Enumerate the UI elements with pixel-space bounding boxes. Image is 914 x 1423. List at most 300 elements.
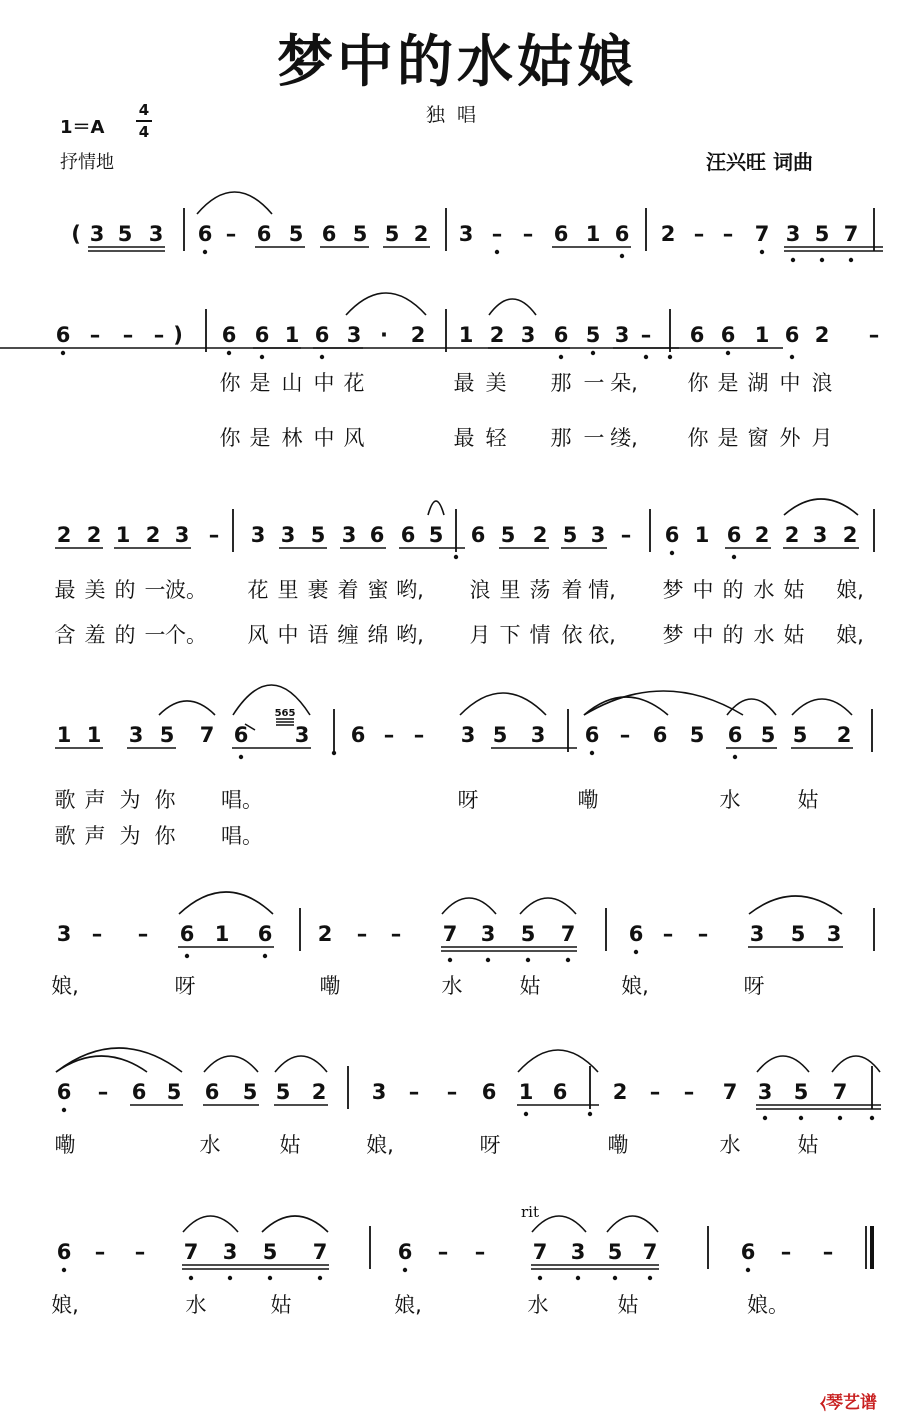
lyric-char: 水 xyxy=(719,788,741,812)
note: 6 xyxy=(470,523,486,547)
lyric-char: 缠 xyxy=(337,623,359,647)
note: 3 xyxy=(570,1240,586,1264)
sustain-dash: – xyxy=(94,1240,106,1264)
sustain-dash: – xyxy=(356,922,368,946)
lyric-char: 哟, xyxy=(396,578,424,602)
lyric-char: 呀 xyxy=(457,788,479,812)
slur-arc xyxy=(460,693,546,715)
slur-arc xyxy=(179,892,273,914)
sustain-dash: – xyxy=(522,222,534,246)
note: 6 xyxy=(552,1080,568,1104)
note: 6 xyxy=(55,323,71,347)
sustain-dash: – xyxy=(383,723,395,747)
octave-dot-low xyxy=(790,355,794,359)
sustain-dash: – xyxy=(208,523,220,547)
lyric-char: 是 xyxy=(249,426,271,450)
note: 5 xyxy=(792,723,808,747)
note: 6 xyxy=(553,222,569,246)
lyric-char: 水 xyxy=(753,578,775,602)
sustain-dash: – xyxy=(868,323,880,347)
sustain-dash: – xyxy=(153,323,165,347)
lyric-char: 嘞 xyxy=(577,788,599,812)
lyric-char: 水 xyxy=(753,623,775,647)
lyric-char: 姑 xyxy=(617,1293,639,1317)
octave-dot-low xyxy=(648,1276,652,1280)
lyric-char: 姑 xyxy=(783,623,805,647)
lyric-char: 一 xyxy=(144,623,166,647)
sustain-dash: – xyxy=(97,1080,109,1104)
sustain-dash: – xyxy=(91,922,103,946)
octave-dot-low xyxy=(318,1276,322,1280)
lyric-char: 呀 xyxy=(174,974,196,998)
sustain-dash: – xyxy=(474,1240,486,1264)
lyric-char: 你 xyxy=(687,426,709,450)
sustain-dash: – xyxy=(225,222,237,246)
note: 7 xyxy=(560,922,576,946)
lyric-char: 里 xyxy=(499,578,521,602)
octave-dot-low xyxy=(559,355,563,359)
sustain-dash: – xyxy=(491,222,503,246)
note: 2 xyxy=(413,222,429,246)
lyric-char: 花 xyxy=(247,578,269,602)
note: 1 xyxy=(754,323,770,347)
lyric-char: 中 xyxy=(779,371,801,395)
note: 5 xyxy=(790,922,806,946)
slur-arc xyxy=(518,1050,598,1072)
lyric-char: 娘, xyxy=(836,578,864,602)
octave-dot-low xyxy=(268,1276,272,1280)
lyric-char: 是 xyxy=(249,371,271,395)
note: 5 xyxy=(760,723,776,747)
note: 5 xyxy=(262,1240,278,1264)
octave-dot-low xyxy=(634,950,638,954)
note: 6 xyxy=(481,1080,497,1104)
lyric-char: 风 xyxy=(247,623,269,647)
slur-arc xyxy=(56,1056,147,1072)
note: 3 xyxy=(749,922,765,946)
octave-dot-low xyxy=(760,250,764,254)
lyric-char: 一 xyxy=(583,426,605,450)
lyric-char: 姑 xyxy=(519,974,541,998)
grace-notes: 565 xyxy=(274,708,296,719)
note: 3 xyxy=(458,222,474,246)
octave-dot-low xyxy=(668,355,672,359)
note: 6 xyxy=(56,1240,72,1264)
octave-dot-low xyxy=(620,254,624,258)
note: 1 xyxy=(518,1080,534,1104)
lyric-char: 你 xyxy=(154,824,176,848)
octave-dot-low xyxy=(227,351,231,355)
lyric-char: 嘞 xyxy=(54,1133,76,1157)
octave-dot-low xyxy=(732,555,736,559)
sustain-dash: – xyxy=(134,1240,146,1264)
note: 6 xyxy=(221,323,237,347)
note: 3 xyxy=(785,222,801,246)
lyric-char: 娘, xyxy=(366,1133,394,1157)
octave-dot-low xyxy=(403,1268,407,1272)
note: 5 xyxy=(814,222,830,246)
note: 6 xyxy=(369,523,385,547)
lyric-char: 姑 xyxy=(797,1133,819,1157)
note: 3 xyxy=(250,523,266,547)
lyric-char: 娘, xyxy=(836,623,864,647)
sustain-dash: – xyxy=(390,922,402,946)
note: 5 xyxy=(352,222,368,246)
lyric-char: 美 xyxy=(84,578,106,602)
note: 1 xyxy=(284,323,300,347)
lyric-char: 唱。 xyxy=(221,788,263,812)
slur-arc xyxy=(262,1216,328,1232)
lyric-char: 姑 xyxy=(279,1133,301,1157)
octave-dot-low xyxy=(799,1116,803,1120)
note: 6 xyxy=(233,723,249,747)
octave-dot-low xyxy=(260,355,264,359)
lyric-char: 的 xyxy=(722,623,744,647)
watermark-logo xyxy=(820,1388,877,1413)
octave-dot-low xyxy=(613,1276,617,1280)
note: 3 xyxy=(128,723,144,747)
note: 6 xyxy=(689,323,705,347)
note: 6 xyxy=(204,1080,220,1104)
lyric-char: 梦 xyxy=(662,578,684,602)
lyric-char: 月 xyxy=(811,426,833,450)
sustain-dash: – xyxy=(722,222,734,246)
slur-arc xyxy=(56,1048,182,1072)
lyric-char: 月 xyxy=(469,623,491,647)
note: 1 xyxy=(458,323,474,347)
note: 3 xyxy=(590,523,606,547)
slur-arc xyxy=(749,896,842,914)
note: 1 xyxy=(694,523,710,547)
lyric-char: 中 xyxy=(692,578,714,602)
note: 1 xyxy=(115,523,131,547)
sustain-dash: – xyxy=(89,323,101,347)
slur-arc xyxy=(428,501,444,515)
octave-dot-low xyxy=(448,958,452,962)
note: 3 xyxy=(56,922,72,946)
note: 7 xyxy=(312,1240,328,1264)
note: 3 xyxy=(341,523,357,547)
lyric-char: 娘, xyxy=(51,1293,79,1317)
song-title: 梦中的水姑娘 xyxy=(277,30,637,95)
note: 1 xyxy=(56,723,72,747)
lyric-char: 中 xyxy=(277,623,299,647)
octave-dot-low xyxy=(61,351,65,355)
note: ( xyxy=(71,222,81,246)
octave-dot-low xyxy=(849,258,853,262)
note: 5 xyxy=(384,222,400,246)
lyric-char: 绵 xyxy=(367,623,389,647)
lyric-char: 中 xyxy=(313,426,335,450)
lyric-char: 语 xyxy=(307,623,329,647)
lyric-char: 歌 xyxy=(54,824,76,848)
lyric-char: 的 xyxy=(114,578,136,602)
lyric-char: 最 xyxy=(453,426,475,450)
lyric-char: 依 xyxy=(561,623,583,647)
note: 2 xyxy=(311,1080,327,1104)
note: 5 xyxy=(492,723,508,747)
octave-dot-low xyxy=(263,954,267,958)
composer-credit: 汪兴旺 词曲 xyxy=(706,150,813,174)
lyric-char: 那 xyxy=(550,371,572,395)
lyric-char: 着 xyxy=(337,578,359,602)
octave-dot-low xyxy=(588,1112,592,1116)
note: 3 xyxy=(480,922,496,946)
lyric-char: 依, xyxy=(588,623,616,647)
lyric-char: 美 xyxy=(485,371,507,395)
octave-dot-low xyxy=(670,551,674,555)
note: 1 xyxy=(585,222,601,246)
note: 6 xyxy=(720,323,736,347)
note: 6 xyxy=(179,922,195,946)
slur-arc xyxy=(275,1056,327,1072)
note: 2 xyxy=(489,323,505,347)
lyric-char: 娘。 xyxy=(747,1293,789,1317)
lyric-char: 着 xyxy=(561,578,583,602)
lyric-char: 情, xyxy=(588,578,616,602)
lyric-char: 水 xyxy=(185,1293,207,1317)
note: 3 xyxy=(460,723,476,747)
lyric-char: 的 xyxy=(114,623,136,647)
note: · xyxy=(380,323,388,347)
slur-arc xyxy=(607,1216,658,1232)
lyric-char: 浪 xyxy=(469,578,491,602)
slur-arc xyxy=(346,293,426,315)
note: 7 xyxy=(532,1240,548,1264)
note: 3 xyxy=(530,723,546,747)
octave-dot-low xyxy=(733,755,737,759)
octave-dot-low xyxy=(526,958,530,962)
lyric-char: 一 xyxy=(144,578,166,602)
lyric-char: 你 xyxy=(219,426,241,450)
slur-arc xyxy=(532,1216,586,1232)
note: 5 xyxy=(275,1080,291,1104)
lyric-char: 最 xyxy=(54,578,76,602)
lyric-char: 最 xyxy=(453,371,475,395)
lyric-char: 个。 xyxy=(165,623,207,647)
lyric-char: 梦 xyxy=(662,623,684,647)
sustain-dash: – xyxy=(437,1240,449,1264)
lyric-char: 姑 xyxy=(797,788,819,812)
note: 6 xyxy=(614,222,630,246)
lyric-char: 你 xyxy=(687,371,709,395)
note: 6 xyxy=(397,1240,413,1264)
lyric-char: 呀 xyxy=(743,974,765,998)
sustain-dash: – xyxy=(620,523,632,547)
slur-arc xyxy=(489,299,536,315)
note: 3 xyxy=(174,523,190,547)
sustain-dash: – xyxy=(122,323,134,347)
note: 3 xyxy=(346,323,362,347)
lyric-char: 娘, xyxy=(621,974,649,998)
lyric-char: 一 xyxy=(583,371,605,395)
octave-dot-low xyxy=(454,555,458,559)
note: 5 xyxy=(288,222,304,246)
sustain-dash: – xyxy=(693,222,705,246)
note: 6 xyxy=(784,323,800,347)
octave-dot-low xyxy=(538,1276,542,1280)
octave-dot-low xyxy=(524,1112,528,1116)
octave-dot-low xyxy=(332,751,336,755)
slur-arc xyxy=(792,699,852,715)
note: 2 xyxy=(317,922,333,946)
octave-dot-low xyxy=(189,1276,193,1280)
note: 5 xyxy=(166,1080,182,1104)
lyric-char: 为 xyxy=(119,788,141,812)
lyric-char: 姑 xyxy=(270,1293,292,1317)
lyric-char: 羞 xyxy=(84,623,106,647)
lyric-char: 裹 xyxy=(307,578,329,602)
note: 7 xyxy=(199,723,215,747)
note: 5 xyxy=(585,323,601,347)
logo-text: 琴艺谱 xyxy=(825,1393,877,1413)
lyric-char: 湖 xyxy=(747,371,769,395)
note: 2 xyxy=(145,523,161,547)
note: 7 xyxy=(843,222,859,246)
note: 3 xyxy=(812,523,828,547)
note: 3 xyxy=(148,222,164,246)
note: 7 xyxy=(754,222,770,246)
octave-dot-low xyxy=(591,351,595,355)
sustain-dash: – xyxy=(413,723,425,747)
note: 6 xyxy=(197,222,213,246)
sustain-dash: – xyxy=(662,922,674,946)
note: 6 xyxy=(256,222,272,246)
octave-dot-low xyxy=(185,954,189,958)
slur-arc xyxy=(784,499,858,515)
lyric-char: 水 xyxy=(441,974,463,998)
lyric-char: 中 xyxy=(692,623,714,647)
octave-dot-low xyxy=(239,755,243,759)
note: 5 xyxy=(607,1240,623,1264)
lyric-char: 呀 xyxy=(479,1133,501,1157)
octave-dot-low xyxy=(203,250,207,254)
note: 7 xyxy=(642,1240,658,1264)
lyric-char: 歌 xyxy=(54,788,76,812)
note: 5 xyxy=(117,222,133,246)
note: 2 xyxy=(410,323,426,347)
slur-arc xyxy=(584,697,668,715)
note: 3 xyxy=(294,723,310,747)
note: 5 xyxy=(689,723,705,747)
note: 3 xyxy=(222,1240,238,1264)
lyric-char: 林 xyxy=(281,426,303,450)
lyric-char: 花 xyxy=(343,371,365,395)
octave-dot-low xyxy=(320,355,324,359)
note: 7 xyxy=(442,922,458,946)
note: 5 xyxy=(310,523,326,547)
lyric-char: 为 xyxy=(119,824,141,848)
lyric-char: 浪 xyxy=(811,371,833,395)
octave-dot-low xyxy=(590,751,594,755)
lyric-char: 情 xyxy=(529,623,551,647)
octave-dot-low xyxy=(62,1268,66,1272)
note: 6 xyxy=(257,922,273,946)
note: 2 xyxy=(754,523,770,547)
octave-dot-low xyxy=(870,1116,874,1120)
lyric-char: 水 xyxy=(527,1293,549,1317)
note: 2 xyxy=(56,523,72,547)
lyric-char: 山 xyxy=(281,371,303,395)
note: 2 xyxy=(86,523,102,547)
sustain-dash: – xyxy=(683,1080,695,1104)
sustain-dash: – xyxy=(640,323,652,347)
lyric-char: 你 xyxy=(154,788,176,812)
sustain-dash: – xyxy=(446,1080,458,1104)
note: 5 xyxy=(562,523,578,547)
note: 5 xyxy=(793,1080,809,1104)
note: 6 xyxy=(727,723,743,747)
lyric-char: 风 xyxy=(343,426,365,450)
lyric-char: 蜜 xyxy=(367,578,389,602)
note: 5 xyxy=(500,523,516,547)
slur-arc xyxy=(757,1056,809,1072)
tempo-marking: 抒情地 xyxy=(60,152,114,173)
lyric-char: 你 xyxy=(219,371,241,395)
octave-dot-low xyxy=(495,250,499,254)
slur-arc xyxy=(233,685,310,715)
lyric-char: 嘞 xyxy=(607,1133,629,1157)
note: 6 xyxy=(726,523,742,547)
slur-arc xyxy=(442,898,496,914)
sustain-dash: – xyxy=(137,922,149,946)
note: 1 xyxy=(214,922,230,946)
sustain-dash: – xyxy=(780,1240,792,1264)
lyric-char: 荡 xyxy=(529,578,551,602)
note: 3 xyxy=(757,1080,773,1104)
note: 2 xyxy=(532,523,548,547)
slur-arc xyxy=(204,1056,258,1072)
note: 6 xyxy=(131,1080,147,1104)
note: 3 xyxy=(826,922,842,946)
slur-arc xyxy=(197,192,272,214)
note: 6 xyxy=(400,523,416,547)
octave-dot-low xyxy=(486,958,490,962)
octave-dot-low xyxy=(62,1108,66,1112)
note: 1 xyxy=(86,723,102,747)
octave-dot-low xyxy=(746,1268,750,1272)
octave-dot-low xyxy=(644,355,648,359)
lyric-char: 是 xyxy=(717,426,739,450)
note: 2 xyxy=(612,1080,628,1104)
note: 6 xyxy=(652,723,668,747)
key-signature: 1＝A xyxy=(60,117,105,138)
note: 2 xyxy=(784,523,800,547)
lyric-char: 哟, xyxy=(396,623,424,647)
note: 6 xyxy=(56,1080,72,1104)
slur-arc xyxy=(159,701,215,715)
note: 6 xyxy=(254,323,270,347)
note: 5 xyxy=(428,523,444,547)
slur-arc xyxy=(520,898,576,914)
note: 7 xyxy=(722,1080,738,1104)
note: 6 xyxy=(314,323,330,347)
note: ) xyxy=(173,323,183,347)
note: 6 xyxy=(628,922,644,946)
lyric-char: 声 xyxy=(84,824,106,848)
lyric-char: 是 xyxy=(717,371,739,395)
lyric-char: 下 xyxy=(499,623,521,647)
lyric-char: 娘, xyxy=(51,974,79,998)
note: 5 xyxy=(520,922,536,946)
note: 6 xyxy=(664,523,680,547)
note: 5 xyxy=(242,1080,258,1104)
note: 7 xyxy=(183,1240,199,1264)
lyric-char: 缕, xyxy=(610,426,638,450)
note: 2 xyxy=(836,723,852,747)
time-signature-top: 4 xyxy=(138,101,150,119)
lyric-char: 波。 xyxy=(165,578,207,602)
